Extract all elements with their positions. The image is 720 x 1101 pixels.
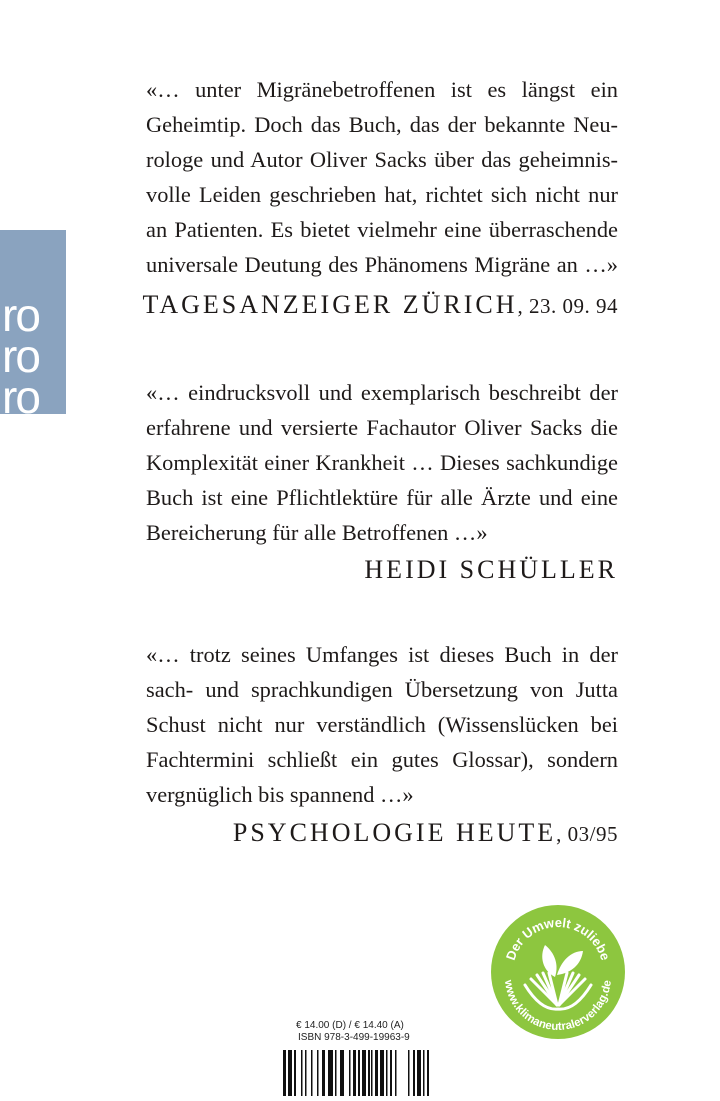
review-source-1 [143, 290, 618, 320]
quote-line: sach- und sprachkundigen Übersetzung von Jutta [146, 677, 618, 702]
review-source-3 [233, 818, 618, 848]
quote-line: Buch ist eine Pflichtlektüre für alle Ärzte und eine [146, 485, 618, 510]
quote-line: «… trotz seines Umfanges ist dieses Buch in der [146, 642, 618, 667]
quote-line: rologe und Autor Oliver Sacks über das geheimnis- [146, 147, 618, 172]
barcode [283, 1050, 448, 1096]
review-quote-2 [146, 375, 618, 550]
review-quote-3 [146, 637, 618, 812]
review-source-2 [364, 555, 618, 585]
source-date: , 03/95 [556, 822, 618, 846]
quote-line: Bereicherung für alle Betroffenen …» [146, 520, 488, 545]
rororo-logo [0, 230, 66, 423]
quote-line: «… unter Migränebetroffenen ist es längst ein [146, 77, 618, 102]
quote-line: Fachtermini schließt ein gutes Glossar), sondern [146, 747, 618, 772]
badge-top-text: Der Umwelt zuliebe [502, 914, 614, 963]
quote-line: Komplexität einer Krankheit … Dieses sachkundige [146, 450, 618, 475]
quote-line: Schust nicht nur verständlich (Wissenslücken bei [146, 712, 618, 737]
source-name: PSYCHOLOGIE HEUTE [232, 818, 557, 847]
price-block [296, 1020, 446, 1044]
source-name: TAGESANZEIGER ZÜRICH [142, 290, 518, 319]
badge-bottom-text: www.klimaneutralerverlag.de [501, 979, 614, 1034]
price-text: € 14.00 (D) / € 14.40 (A) [296, 1020, 404, 1031]
review-quote-1 [146, 72, 618, 282]
quote-line: Geheimtip. Doch das Buch, das der bekannte Neu- [146, 112, 618, 137]
quote-line: volle Leiden geschrieben hat, richtet sich nicht nur [146, 182, 618, 207]
source-name: HEIDI SCHÜLLER [364, 555, 618, 584]
source-date: , 23. 09. 94 [517, 294, 618, 318]
logo-line: ro [2, 289, 39, 341]
book-with-leaves-icon [491, 905, 625, 1039]
quote-line: an Patienten. Es bietet vielmehr eine überraschende [146, 217, 618, 242]
logo-line: ro [2, 371, 39, 423]
quote-line: universale Deutung des Phänomens Migräne an …» [146, 252, 618, 277]
eco-badge [491, 905, 625, 1039]
logo-line: ro [2, 330, 39, 382]
barcode-icon [283, 1050, 448, 1096]
quote-line: vergnüglich bis spannend …» [146, 782, 414, 807]
isbn-text: ISBN 978-3-499-19963-9 [298, 1032, 410, 1043]
quote-line: erfahrene und versierte Fachautor Oliver Sacks die [146, 415, 618, 440]
quote-line: «… eindrucksvoll und exemplarisch beschreibt der [146, 380, 618, 405]
